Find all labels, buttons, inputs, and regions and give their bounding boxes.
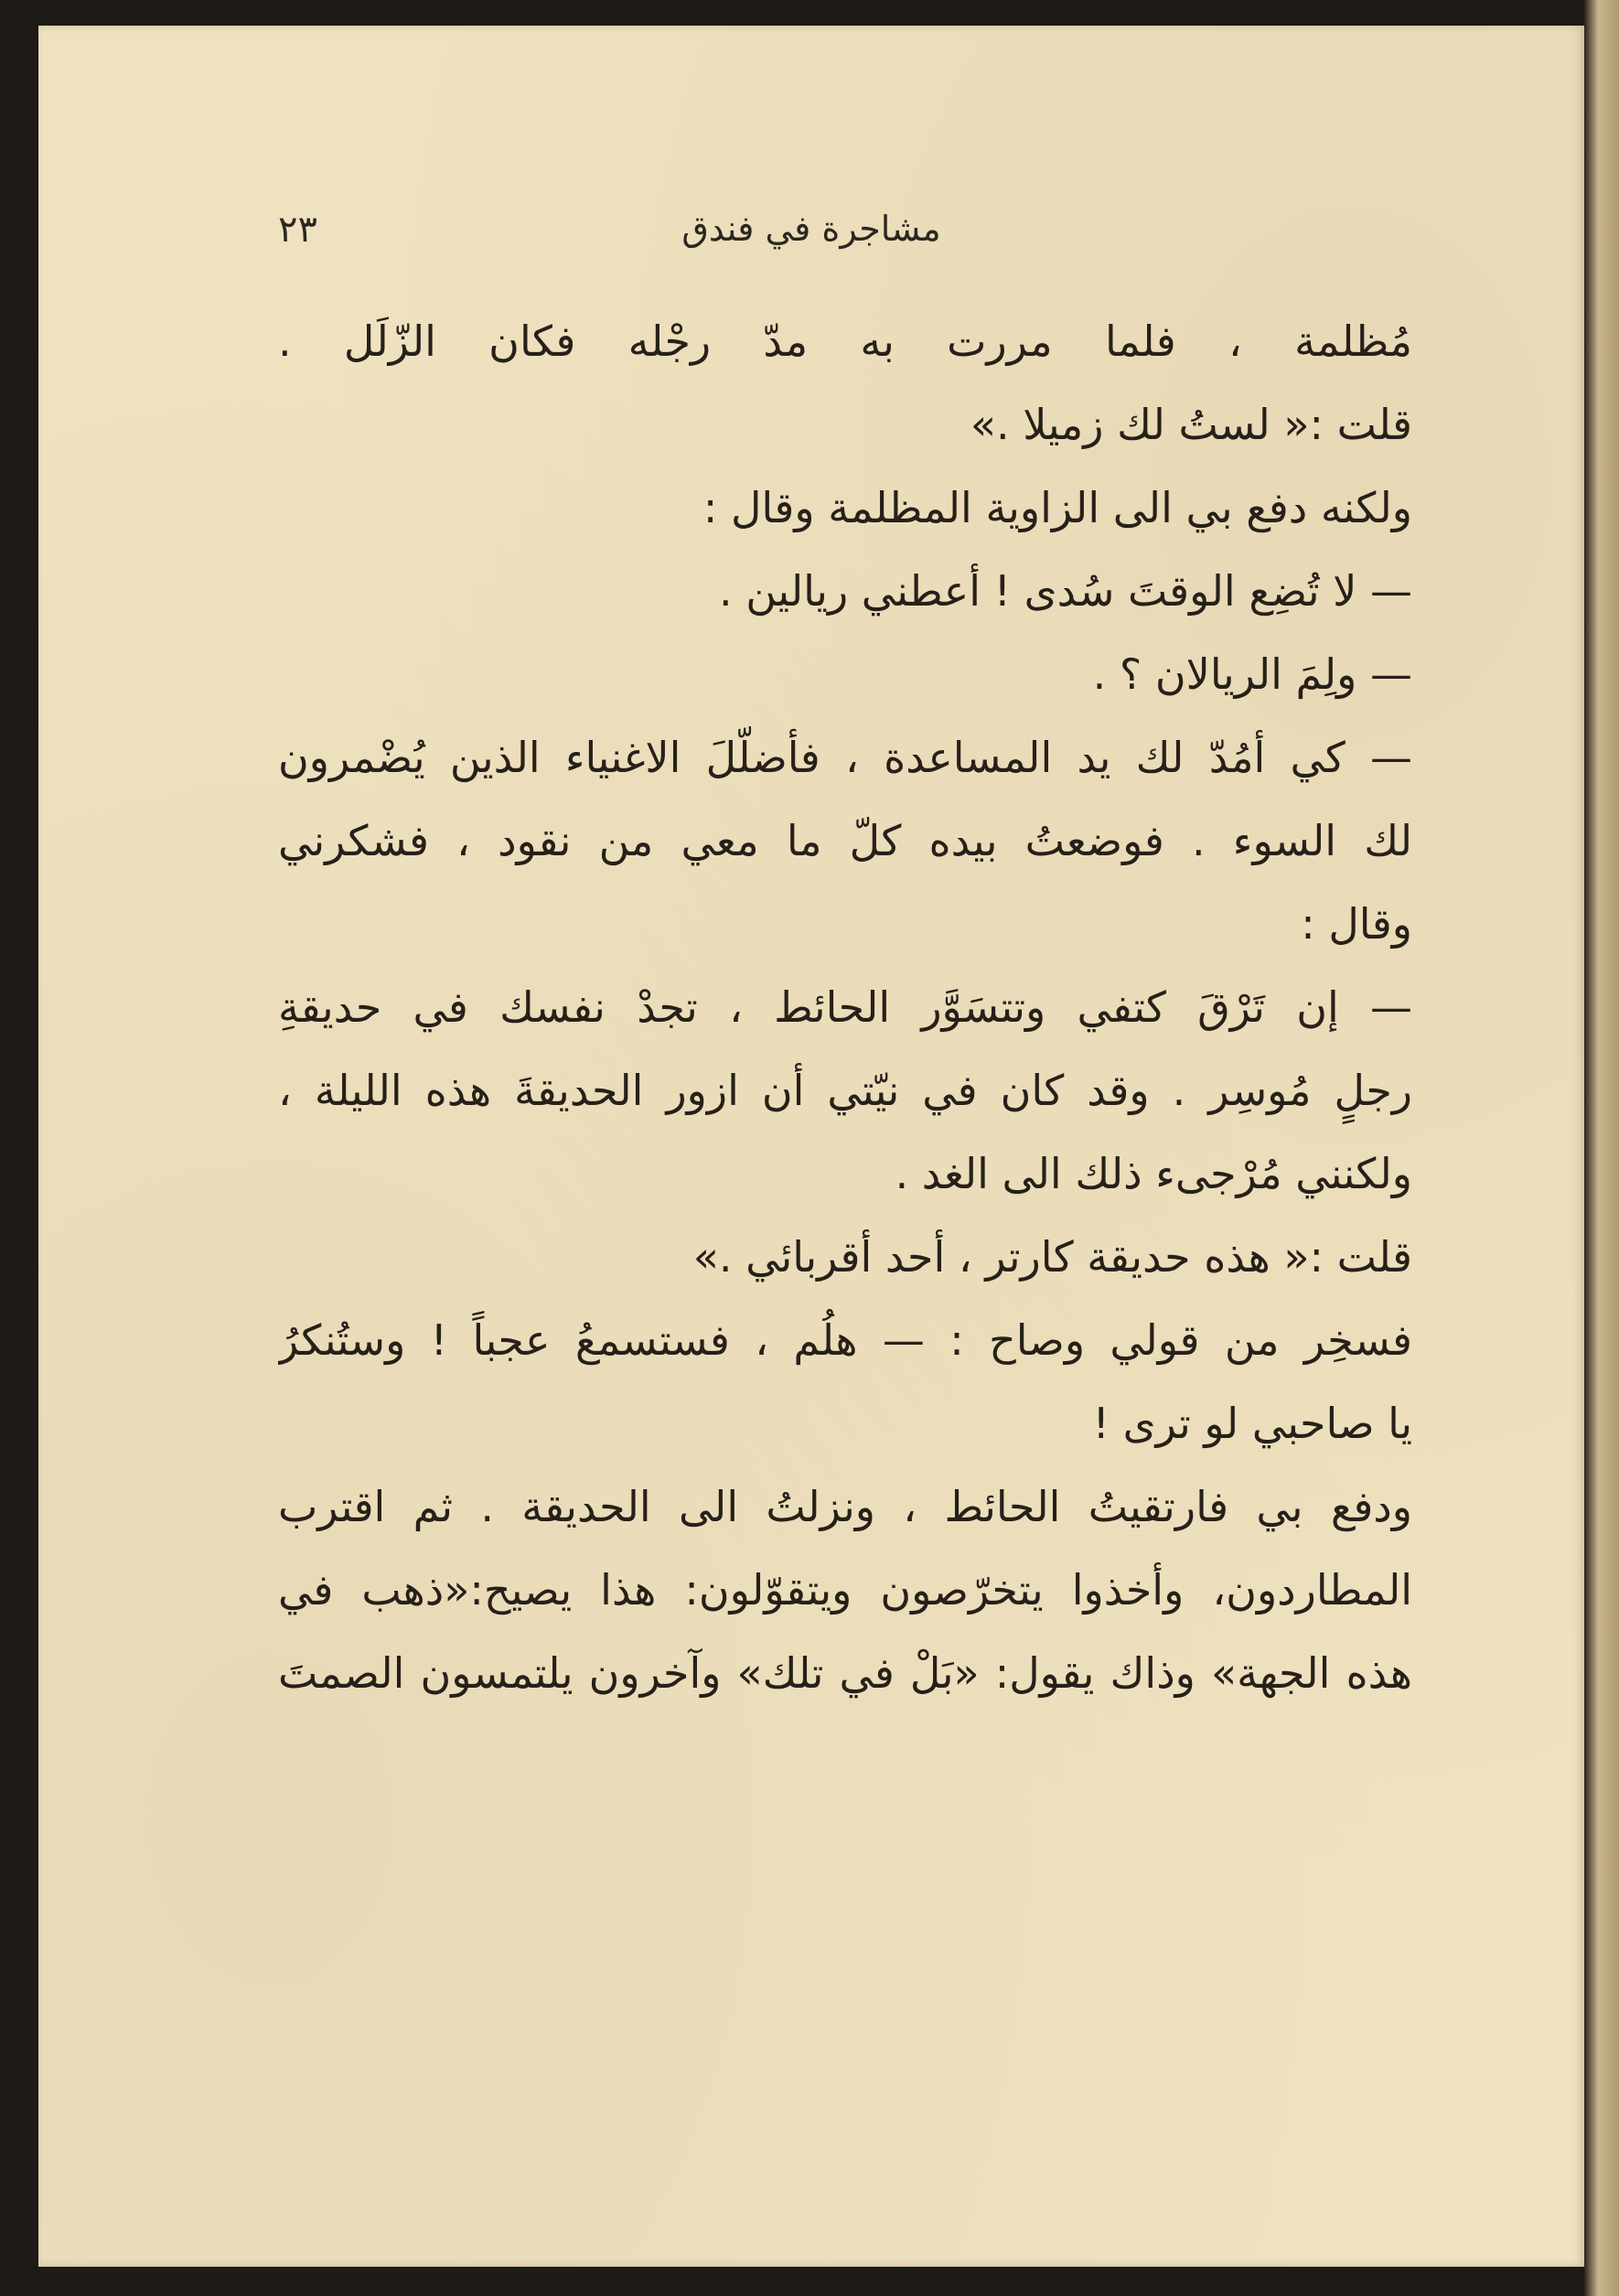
text-line: رجلٍ مُوسِر . وقد كان في نيّتي أن ازور الحديقةَ هذه الليلة ، bbox=[278, 1066, 1412, 1115]
text-line: قلت :« لستُ لك زميلا .» bbox=[970, 400, 1412, 449]
body-text bbox=[278, 300, 1412, 1715]
text-line: يا صاحبي لو ترى ! bbox=[1092, 1399, 1412, 1448]
text-line: قلت :« هذه حديقة كارتر ، أحد أقربائي .» bbox=[692, 1232, 1412, 1282]
text-line: هذه الجهة» وذاك يقول: «بَلْ في تلك» وآخرون يلتمسون الصمتَ bbox=[278, 1648, 1412, 1698]
text-line: — لا تُضِع الوقتَ سُدى ! أعطني ريالين . bbox=[719, 566, 1412, 616]
running-title: مشاجرة في فندق bbox=[681, 209, 941, 249]
text-line: وقال : bbox=[1301, 899, 1412, 949]
page-number: ٢٣ bbox=[278, 209, 317, 251]
book-spine bbox=[1584, 0, 1619, 2296]
text-line: مُظلمة ، فلما مررت به مدّ رجْله فكان الزّلَل . bbox=[278, 317, 1412, 366]
text-line: — إن تَرْقَ كتفي وتتسَوَّر الحائط ، تجدْ نفسك في حديقةِ bbox=[278, 982, 1412, 1032]
text-line: لك السوء . فوضعتُ بيده كلّ ما معي من نقود ، فشكرني bbox=[278, 816, 1412, 865]
book-page bbox=[38, 26, 1584, 2267]
text-line: ودفع بي فارتقيتُ الحائط ، ونزلتُ الى الحديقة . ثم اقترب bbox=[278, 1482, 1412, 1531]
text-line: المطاردون، وأخذوا يتخرّصون ويتقوّلون: هذا يصيح:«ذهب في bbox=[278, 1565, 1412, 1615]
text-line: — ولِمَ الريالان ؟ . bbox=[1092, 649, 1412, 699]
text-line: فسخِر من قولي وصاح : — هلُم ، فستسمعُ عجباً ! وستُنكرُ bbox=[278, 1315, 1412, 1365]
page-header bbox=[38, 209, 1584, 263]
text-line: ولكنه دفع بي الى الزاوية المظلمة وقال : bbox=[702, 483, 1412, 532]
text-line: ولكنني مُرْجىء ذلك الى الغد . bbox=[895, 1149, 1412, 1198]
text-line: — كي أمُدّ لك يد المساعدة ، فأضلّلَ الاغنياء الذين يُضْمرون bbox=[278, 733, 1412, 782]
